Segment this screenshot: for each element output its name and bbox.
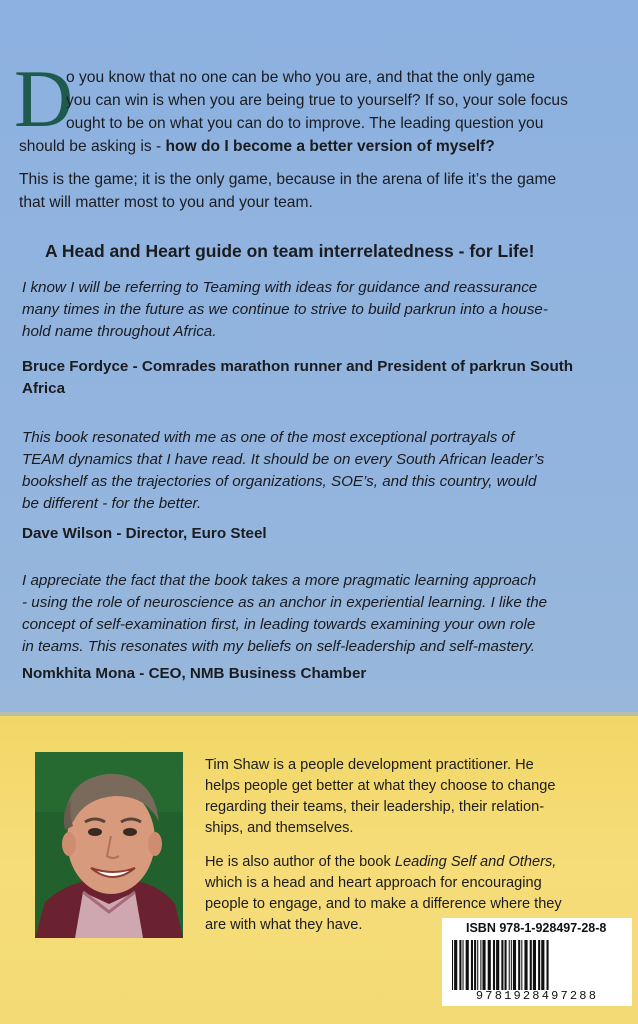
- intro-line: ought to be on what you can do to improve. The leading question you: [66, 115, 544, 132]
- author-line: Africa: [22, 380, 66, 397]
- barcode-bar: [466, 940, 469, 990]
- barcode-bar: [482, 940, 485, 990]
- barcode-bar: [513, 940, 516, 990]
- testimonial-author: [22, 523, 267, 545]
- quote-line: This book resonated with me as one of the most exceptional portrayals of: [22, 429, 515, 446]
- barcode-bar: [524, 940, 527, 990]
- bio-line: which is a head and heart approach for encouraging: [205, 875, 542, 891]
- intro-line: you can win is when you are being true to yourself? If so, your sole focus: [66, 92, 568, 109]
- testimonial-quote: [22, 277, 548, 343]
- quote-line: bookshelf as the trajectories of organizations, SOE’s, and this country, would: [22, 473, 537, 490]
- author-bio-paragraph: [205, 755, 556, 839]
- bio-line: are with what they have.: [205, 917, 363, 933]
- barcode-bar: [454, 940, 457, 990]
- barcode-bar: [459, 940, 461, 990]
- key-question: how do I become a better version of myself?: [165, 138, 495, 155]
- barcode-bar: [480, 940, 481, 990]
- barcode-bar: [511, 940, 512, 990]
- barcode-icon: [448, 940, 626, 992]
- author-portrait-illustration: [35, 752, 183, 938]
- barcode-bar: [505, 940, 507, 990]
- drop-cap: D: [14, 53, 74, 144]
- testimonial-author: [22, 356, 573, 400]
- quote-line: TEAM dynamics that I have read. It should be on every South African leader’s: [22, 451, 545, 468]
- author-line: Nomkhita Mona - CEO, NMB Business Chamber: [22, 665, 367, 682]
- game-paragraph: [19, 168, 638, 214]
- tagline-heading: A Head and Heart guide on team interrelatedness - for Life!: [45, 241, 535, 261]
- barcode-bar: [530, 940, 532, 990]
- intro-line: [19, 135, 636, 158]
- barcode-bar: [509, 940, 510, 990]
- author-line: Bruce Fordyce - Comrades marathon runner and President of parkrun South: [22, 358, 574, 375]
- barcode-bar: [518, 940, 520, 990]
- quote-line: many times in the future as we continue to strive to build parkrun into a house-: [22, 301, 548, 318]
- quote-line: I know I will be referring to Teaming with ideas for guidance and reassurance: [22, 279, 538, 296]
- isbn-label: ISBN 978-1-928497-28-8: [466, 921, 607, 935]
- quote-line: concept of self-examination first, in leading towards examining your own role: [22, 616, 536, 633]
- bio-line: ships, and themselves.: [205, 820, 354, 836]
- testimonial-quote: [22, 427, 544, 515]
- barcode-bar: [547, 940, 549, 990]
- author-photo: [35, 752, 183, 938]
- quote-line: - using the role of neuroscience as an anchor in experiential learning. I like the: [22, 594, 548, 611]
- paragraph-line: that will matter most to you and your team.: [19, 194, 313, 211]
- author-line: Dave Wilson - Director, Euro Steel: [22, 525, 267, 542]
- barcode-bar: [533, 940, 536, 990]
- book-title: Leading Self and Others,: [394, 854, 557, 870]
- testimonial-quote: [22, 570, 547, 658]
- barcode-bar: [538, 940, 540, 990]
- barcode-bar: [493, 940, 495, 990]
- quote-line: hold name throughout Africa.: [22, 323, 217, 340]
- barcode-bar: [452, 940, 453, 990]
- intro-line-text: should be asking is -: [19, 138, 166, 155]
- paragraph-line: This is the game; it is the only game, because in the arena of life it’s the game: [19, 171, 557, 188]
- barcode-bar: [488, 940, 491, 990]
- quote-line: be different - for the better.: [22, 495, 202, 512]
- isbn-barcode-box: [442, 918, 632, 1006]
- bio-line-text: He is also author of the book: [205, 854, 395, 870]
- bio-line: people to engage, and to make a difference where they: [205, 896, 562, 912]
- barcode-bar: [496, 940, 499, 990]
- barcode-bar: [541, 940, 544, 990]
- bio-line: helps people get better at what they choose to change: [205, 778, 556, 794]
- quote-line: I appreciate the fact that the book takes a more pragmatic learning approach: [22, 572, 537, 589]
- testimonial-author: [22, 663, 366, 685]
- bio-line: [205, 852, 562, 873]
- quote-line: in teams. This resonates with my beliefs on self-leadership and self-mastery.: [22, 638, 535, 655]
- bio-line: regarding their teams, their leadership, their relation-: [205, 799, 545, 815]
- barcode-bar: [474, 940, 476, 990]
- barcode-digits: 9781928497288: [475, 989, 599, 1003]
- intro-line: o you know that no one can be who you are, and that the only game: [66, 69, 536, 86]
- barcode-bar: [477, 940, 478, 990]
- barcode-bar: [471, 940, 473, 990]
- barcode-bar: [521, 940, 522, 990]
- barcode-bar: [501, 940, 503, 990]
- intro-paragraph: [19, 66, 636, 158]
- bio-line: Tim Shaw is a people development practitioner. He: [205, 757, 534, 773]
- barcode-bar: [463, 940, 464, 990]
